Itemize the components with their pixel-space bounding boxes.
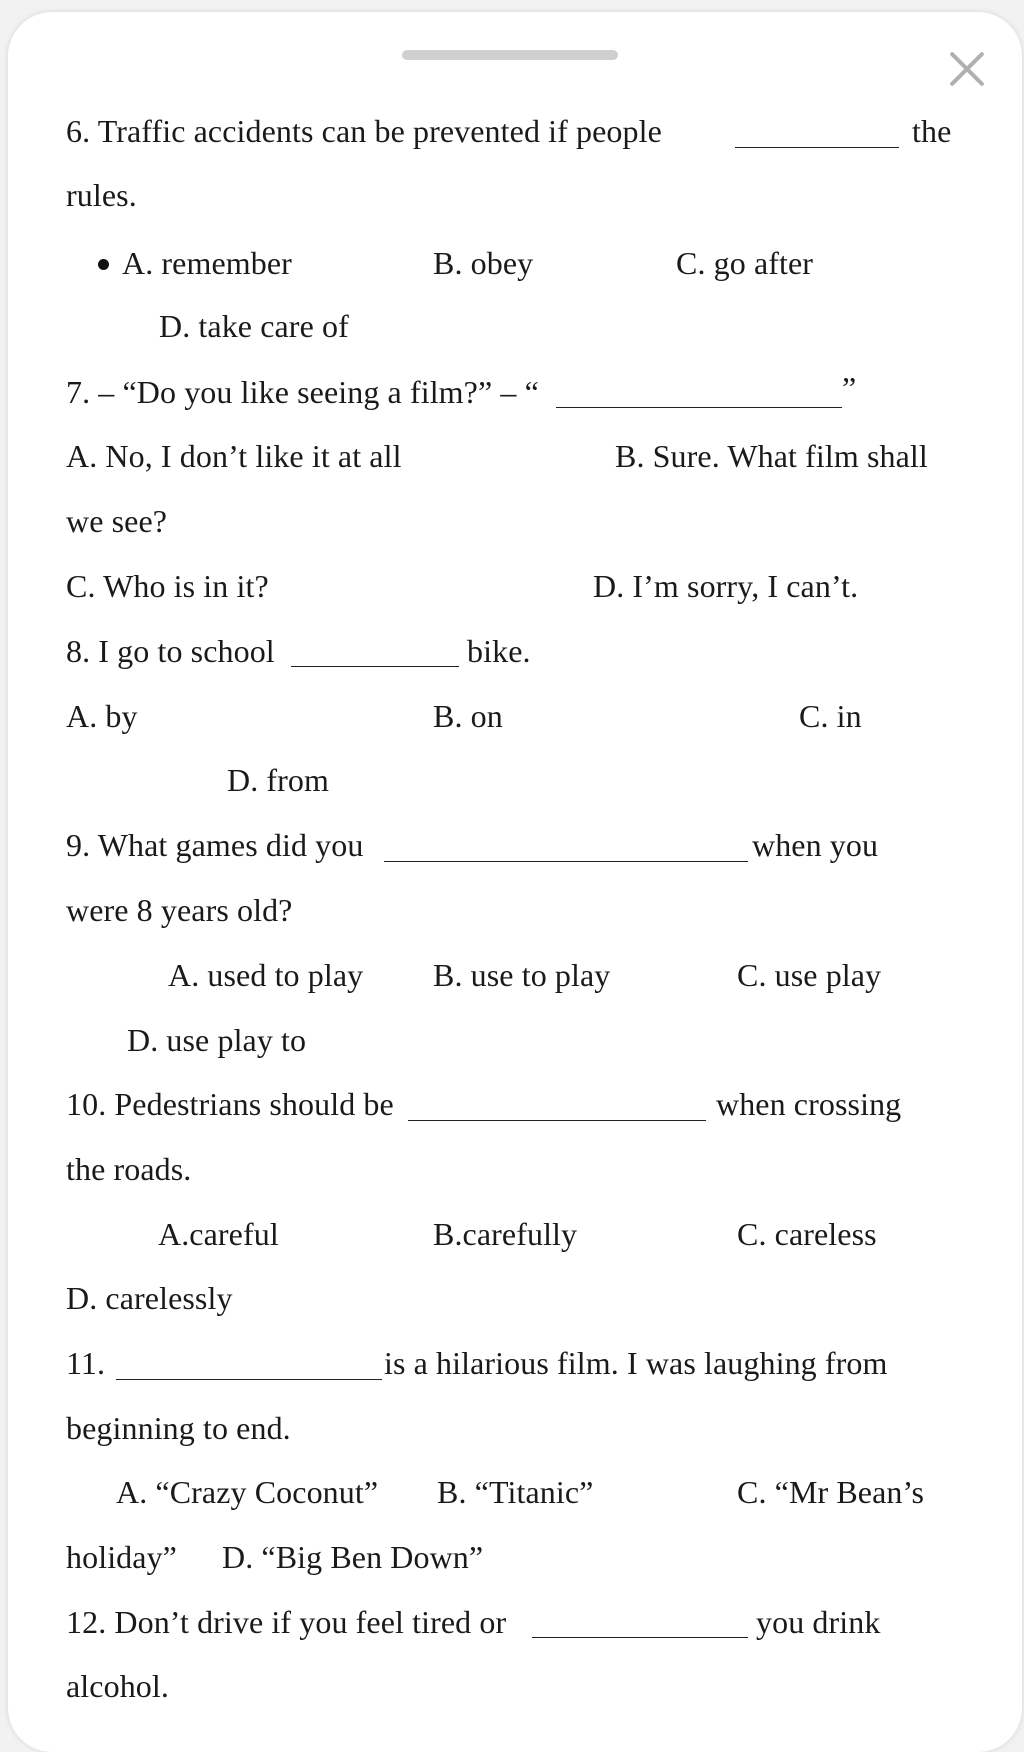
q6-option-b[interactable]: B. obey (433, 245, 534, 281)
q12-blank (532, 1637, 748, 1638)
q10-stem: 10. Pedestrians should be (66, 1086, 394, 1122)
q6-option-a[interactable]: A. remember (122, 245, 292, 281)
q10-option-c[interactable]: C. careless (737, 1216, 877, 1252)
q11-stem-line2: beginning to end. (66, 1410, 291, 1446)
q10-option-a[interactable]: A.careful (158, 1216, 279, 1252)
q6-option-c[interactable]: C. go after (676, 245, 814, 281)
bullet-icon (98, 259, 109, 270)
q7-option-b[interactable]: B. Sure. What film shall (615, 438, 928, 474)
q10-stem-end: when crossing (716, 1086, 902, 1122)
q7-blank (556, 407, 842, 408)
q6-blank (735, 147, 899, 148)
close-icon[interactable] (942, 44, 992, 94)
q9-stem-line2: were 8 years old? (66, 892, 293, 928)
drag-handle[interactable] (402, 50, 618, 60)
q10-option-d[interactable]: D. carelessly (66, 1280, 233, 1316)
q9-stem-end: when you (752, 827, 879, 863)
q7-option-b-line2: we see? (66, 503, 168, 539)
q7-option-d[interactable]: D. I’m sorry, I can’t. (593, 568, 859, 604)
q9-option-b[interactable]: B. use to play (433, 957, 611, 993)
q11-option-a[interactable]: A. “Crazy Coconut” (116, 1474, 379, 1510)
q11-option-d[interactable]: D. “Big Ben Down” (222, 1539, 484, 1575)
q7-stem-end: ” (842, 370, 857, 406)
q11-stem: 11. (66, 1345, 106, 1381)
q12-stem: 12. Don’t drive if you feel tired or (66, 1604, 507, 1640)
q6-stem-line2: rules. (66, 177, 137, 213)
q6-stem: 6. Traffic accidents can be prevented if people (66, 113, 662, 149)
q8-stem-end: bike. (467, 633, 531, 669)
q7-option-c[interactable]: C. Who is in it? (66, 568, 269, 604)
q11-option-c[interactable]: C. “Mr Bean’s (737, 1474, 925, 1510)
q9-option-a[interactable]: A. used to play (168, 957, 364, 993)
q8-stem: 8. I go to school (66, 633, 275, 669)
q9-stem: 9. What games did you (66, 827, 364, 863)
q11-option-b[interactable]: B. “Titanic” (437, 1474, 594, 1510)
q11-stem-end: is a hilarious film. I was laughing from (384, 1345, 888, 1381)
q10-option-b[interactable]: B.carefully (433, 1216, 578, 1252)
q8-option-d[interactable]: D. from (227, 762, 330, 798)
q9-option-d[interactable]: D. use play to (127, 1022, 307, 1058)
q8-blank (291, 666, 459, 667)
q7-option-a[interactable]: A. No, I don’t like it at all (66, 438, 402, 474)
q7-stem: 7. – “Do you like seeing a film?” – “ (66, 374, 539, 410)
q10-stem-line2: the roads. (66, 1151, 192, 1187)
q9-blank (384, 861, 748, 862)
q6-stem-end: the (912, 113, 952, 149)
q9-option-c[interactable]: C. use play (737, 957, 882, 993)
q10-blank (408, 1120, 706, 1121)
q8-option-b[interactable]: B. on (433, 698, 503, 734)
q12-stem-end: you drink (756, 1604, 881, 1640)
q6-option-d[interactable]: D. take care of (159, 308, 349, 344)
q12-stem-line2: alcohol. (66, 1668, 169, 1704)
q8-option-a[interactable]: A. by (66, 698, 138, 734)
q11-option-c-line2: holiday” (66, 1539, 177, 1575)
q8-option-c[interactable]: C. in (799, 698, 862, 734)
q11-blank (116, 1379, 382, 1380)
